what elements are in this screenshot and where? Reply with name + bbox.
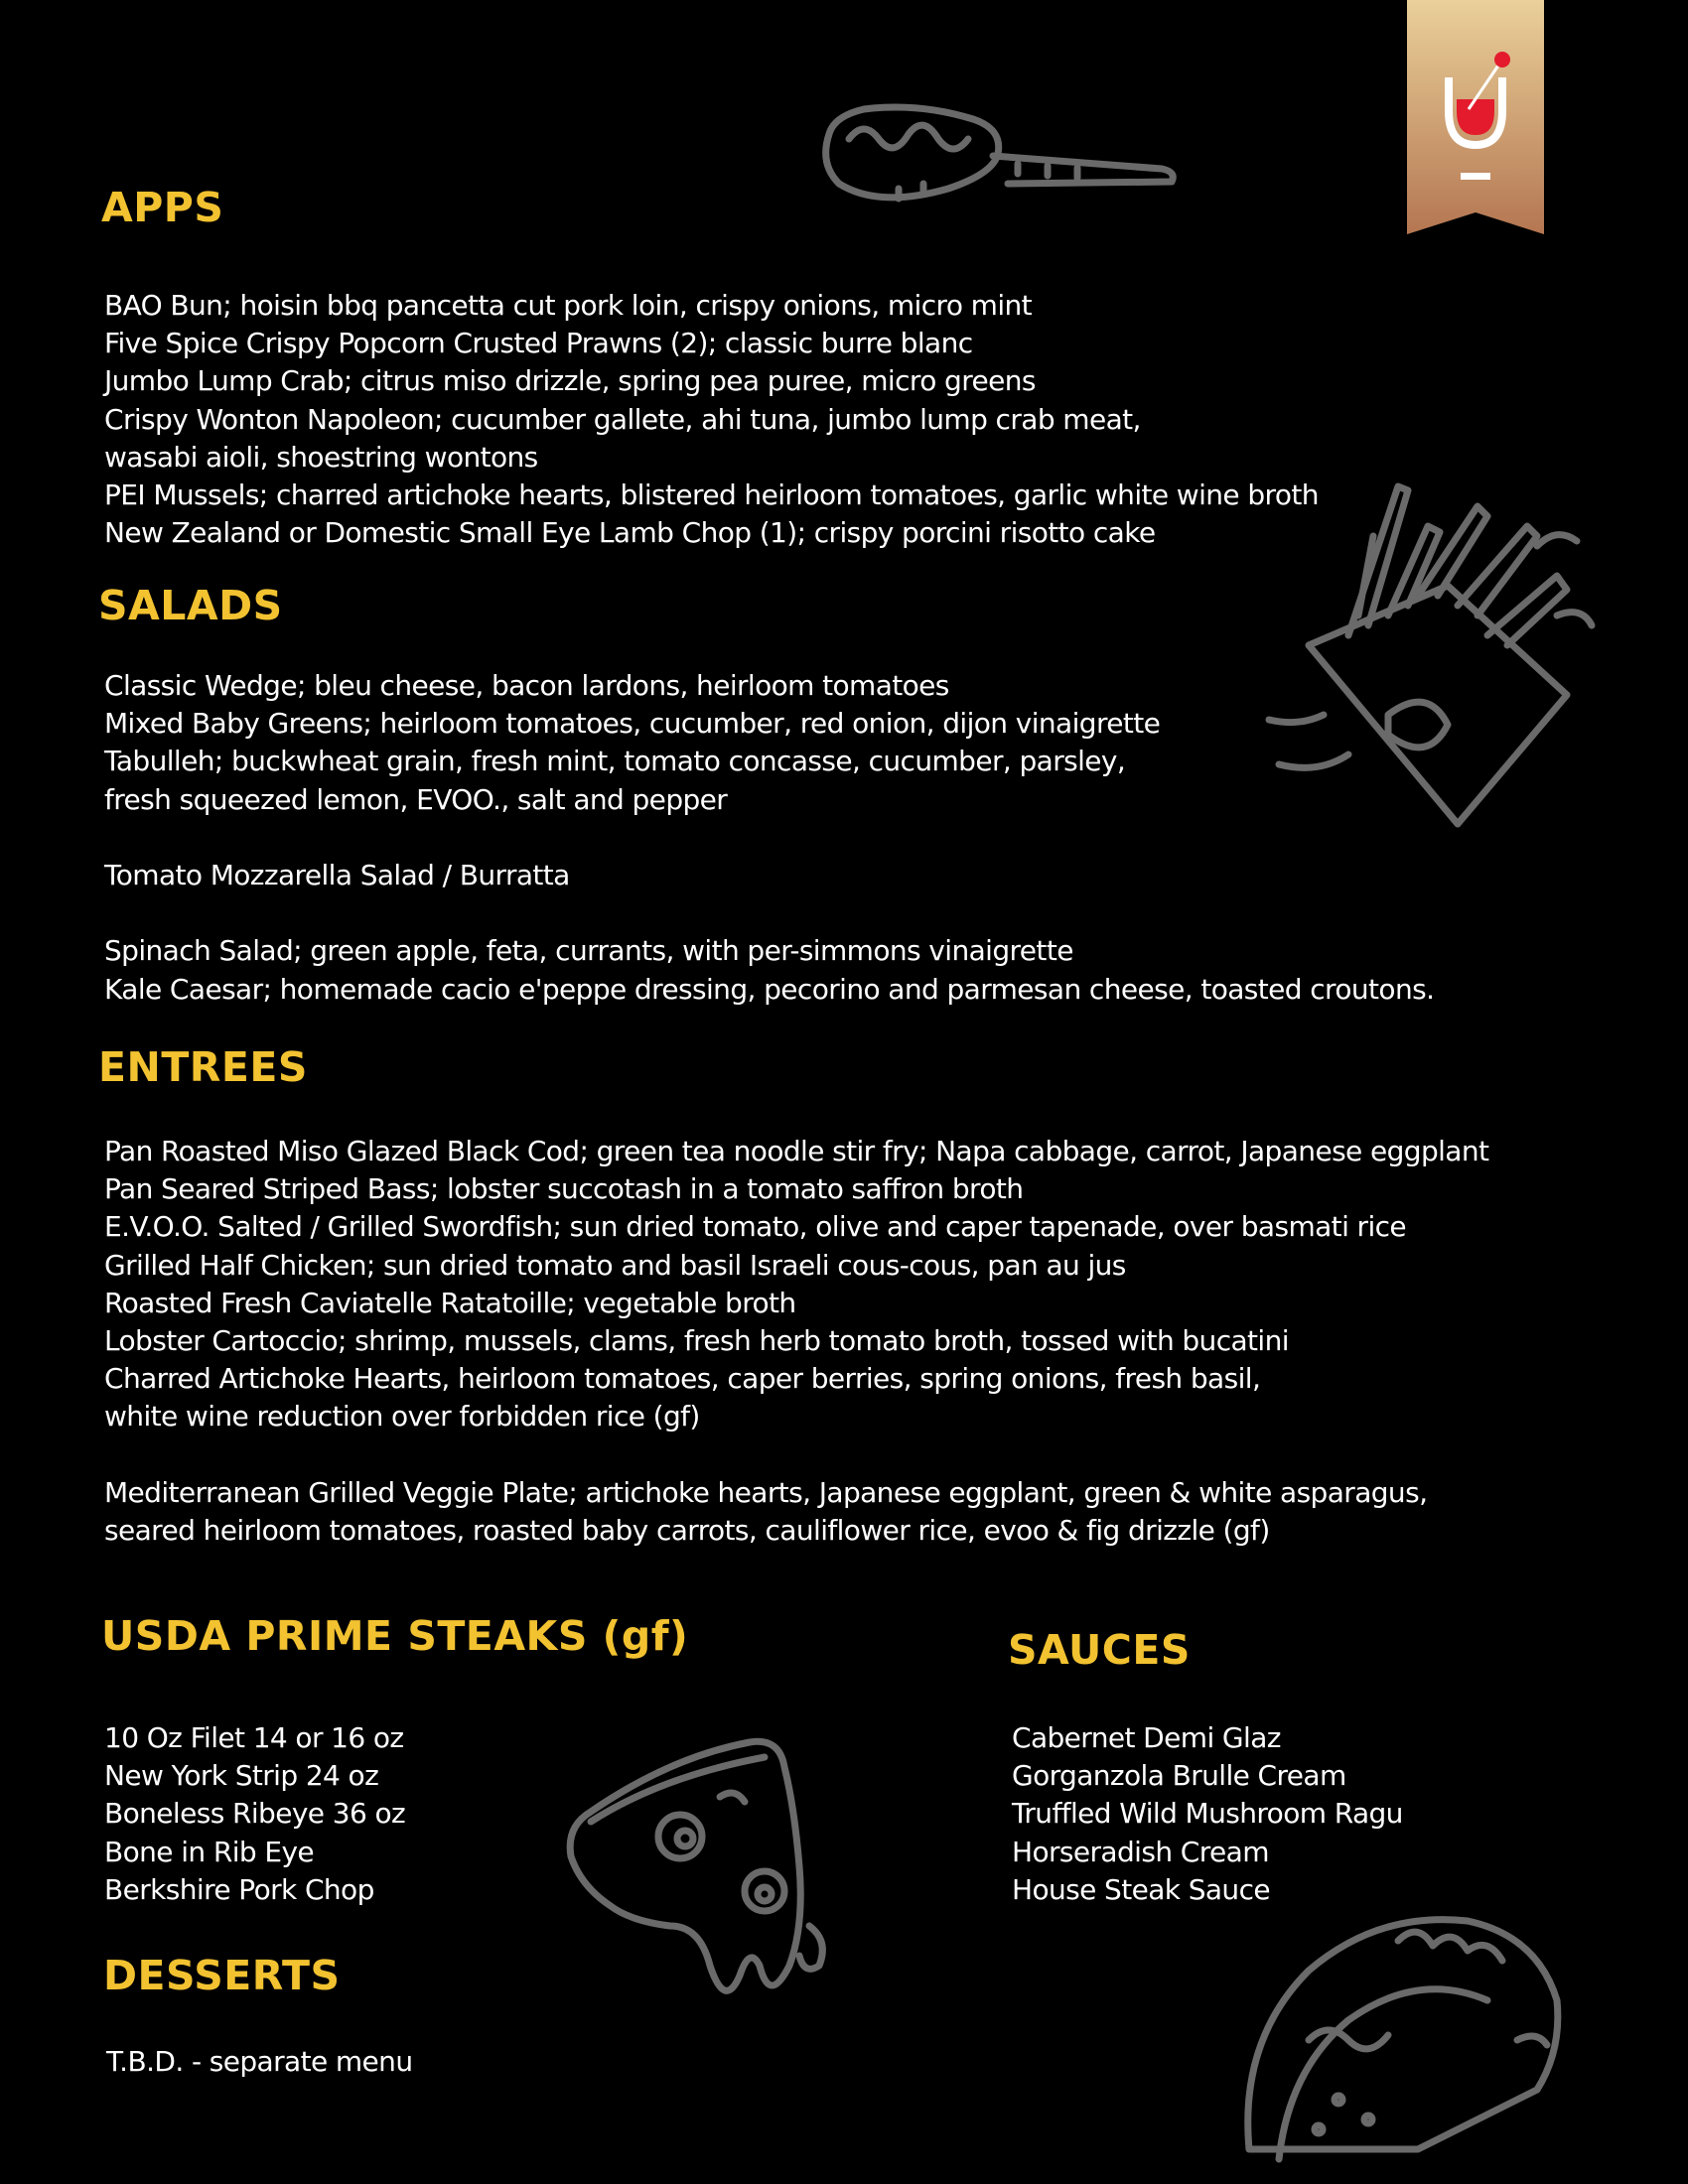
steaks-heading: USDA PRIME STEAKS (gf) — [101, 1612, 689, 1660]
list-item: Boneless Ribeye 36 oz — [104, 1797, 406, 1831]
list-item: Jumbo Lump Crab; citrus miso drizzle, spring pea puree, micro greens — [104, 364, 1036, 398]
list-item: Mixed Baby Greens; heirloom tomatoes, cucumber, red onion, dijon vinaigrette — [104, 707, 1161, 741]
list-item: PEI Mussels; charred artichoke hearts, blistered heirloom tomatoes, garlic white wine broth — [104, 478, 1319, 512]
desserts-list — [106, 2043, 412, 2081]
apps-list — [104, 287, 1319, 552]
list-item: fresh squeezed lemon, EVOO., salt and pepper — [104, 782, 728, 816]
corn-dog-icon — [809, 94, 1192, 223]
list-item: Berkshire Pork Chop — [104, 1872, 374, 1906]
list-item: Mediterranean Grilled Veggie Plate; artichoke hearts, Japanese eggplant, green & white asparagus, — [104, 1475, 1428, 1509]
list-item: Charred Artichoke Hearts, heirloom tomatoes, caper berries, spring onions, fresh basil, — [104, 1362, 1261, 1396]
list-item: Tabulleh; buckwheat grain, fresh mint, tomato concasse, cucumber, parsley, — [104, 745, 1126, 778]
sauces-list — [1012, 1719, 1403, 1909]
pizza-slice-icon — [551, 1727, 879, 2015]
list-item: Horseradish Cream — [1012, 1835, 1269, 1868]
list-item: Pan Seared Striped Bass; lobster succotash in a tomato saffron broth — [104, 1172, 1024, 1206]
list-item: T.B.D. - separate menu — [106, 2045, 413, 2078]
list-item: wasabi aioli, shoestring wontons — [104, 440, 538, 474]
entrees-heading: ENTREES — [98, 1043, 308, 1091]
list-item: Classic Wedge; bleu cheese, bacon lardons, heirloom tomatoes — [104, 669, 949, 702]
list-item: Cabernet Demi Glaz — [1012, 1721, 1281, 1754]
list-item: white wine reduction over forbidden rice (gf) — [104, 1400, 700, 1433]
brand-ribbon — [1407, 0, 1544, 234]
list-item: Truffled Wild Mushroom Ragu — [1012, 1797, 1403, 1831]
list-item: New York Strip 24 oz — [104, 1759, 379, 1793]
list-item: Gorganzola Brulle Cream — [1012, 1759, 1346, 1793]
list-item: Grilled Half Chicken; sun dried tomato and basil Israeli cous-cous, pan au jus — [104, 1248, 1126, 1282]
apps-heading: APPS — [101, 184, 224, 231]
list-item: Five Spice Crispy Popcorn Crusted Prawns (2); classic burre blanc — [104, 327, 973, 360]
taco-icon — [1219, 1891, 1587, 2179]
list-item: Roasted Fresh Caviatelle Ratatoille; vegetable broth — [104, 1286, 796, 1319]
entrees-list — [104, 1133, 1488, 1550]
steaks-list — [104, 1719, 405, 1909]
list-item: Bone in Rib Eye — [104, 1835, 315, 1868]
salads-heading: SALADS — [98, 582, 283, 629]
list-item: Pan Roasted Miso Glazed Black Cod; green tea noodle stir fry; Napa cabbage, carrot, Japanese eggplant — [104, 1135, 1489, 1167]
list-item: Lobster Cartoccio; shrimp, mussels, clams, fresh herb tomato broth, tossed with bucatini — [104, 1324, 1289, 1358]
list-item: E.V.O.O. Salted / Grilled Swordfish; sun dried tomato, olive and caper tapenade, over basmati rice — [104, 1210, 1407, 1244]
list-item: BAO Bun; hoisin bbq pancetta cut pork loin, crispy onions, micro mint — [104, 289, 1033, 322]
sauces-heading: SAUCES — [1008, 1626, 1191, 1674]
list-item: 10 Oz Filet 14 or 16 oz — [104, 1721, 404, 1754]
list-item: seared heirloom tomatoes, roasted baby carrots, cauliflower rice, evoo & fig drizzle (gf) — [104, 1514, 1270, 1548]
salads-list — [104, 667, 1434, 1009]
list-item: Crispy Wonton Napoleon; cucumber gallete, ahi tuna, jumbo lump crab meat, — [104, 402, 1141, 436]
list-item: New Zealand or Domestic Small Eye Lamb Chop (1); crispy porcini risotto cake — [104, 516, 1156, 550]
desserts-heading: DESSERTS — [103, 1952, 341, 1999]
list-item: Spinach Salad; green apple, feta, currants, with per-simmons vinaigrette — [104, 934, 1073, 968]
list-item: House Steak Sauce — [1012, 1872, 1270, 1906]
list-item: Tomato Mozzarella Salad / Burratta — [104, 859, 570, 891]
list-item: Kale Caesar; homemade cacio e'peppe dressing, pecorino and parmesan cheese, toasted croutons. — [104, 972, 1435, 1006]
